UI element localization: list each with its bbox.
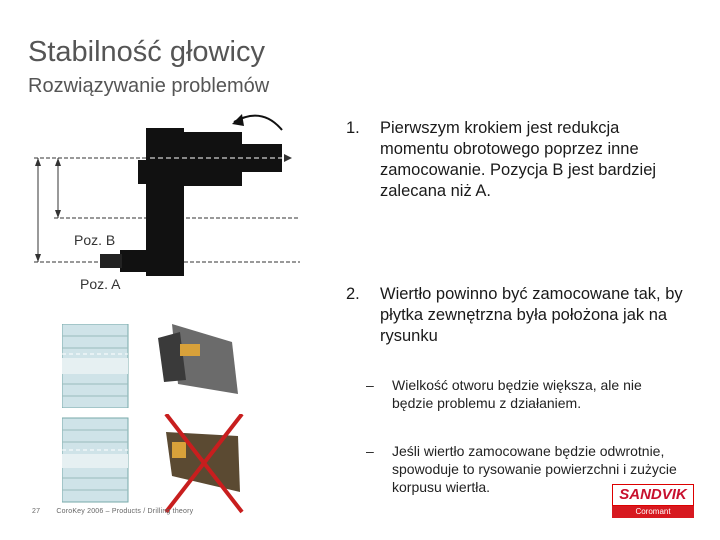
list-item-2 (346, 284, 710, 347)
content-list (346, 118, 683, 495)
list-item-2-number: 2. (346, 285, 360, 303)
sub-item-1-text: Wielkość otworu będzie większa, ale nie będzie problemu z działaniem. (392, 377, 642, 411)
drill-photo-incorrect (62, 414, 252, 523)
sub-item-2-text: Jeśli wiertło zamocowane będzie odwrotnie, spowoduje to rysowanie powierzchni i zużycie korpusu wiertła. (392, 443, 677, 495)
logo-sub: Coromant (612, 506, 694, 518)
list-item-1 (346, 118, 676, 202)
page-number: 27 (32, 508, 41, 515)
sandvik-logo (612, 484, 694, 516)
list-item-1-text: Pierwszym krokiem jest redukcja momentu obrotowego poprzez inne zamocowanie. Pozycja B jest bardziej zalecana niż A. (380, 119, 657, 200)
footer (32, 508, 193, 515)
sub-item-1-dash: – (366, 377, 374, 393)
logo-brand: SANDVIK (612, 484, 694, 506)
position-a-label: Poz. A (80, 276, 121, 292)
list-item-2-text: Wiertło powinno być zamocowane tak, by płytka zewnętrzna była położona jak na rysunku (380, 285, 683, 345)
list-item-1-number: 1. (346, 119, 360, 137)
footer-text: CoroKey 2006 – Products / Drilling theory (56, 508, 194, 515)
drill-photo-correct (62, 324, 242, 413)
sub-item-1 (366, 376, 686, 412)
slide-title: Stabilność głowicy (28, 36, 265, 68)
tool-holder-diagram (0, 100, 330, 300)
sub-item-2-dash: – (366, 443, 374, 459)
position-b-label: Poz. B (74, 232, 116, 248)
slide-subtitle: Rozwiązywanie problemów (28, 75, 270, 97)
tool-holder-drawing (0, 100, 330, 300)
